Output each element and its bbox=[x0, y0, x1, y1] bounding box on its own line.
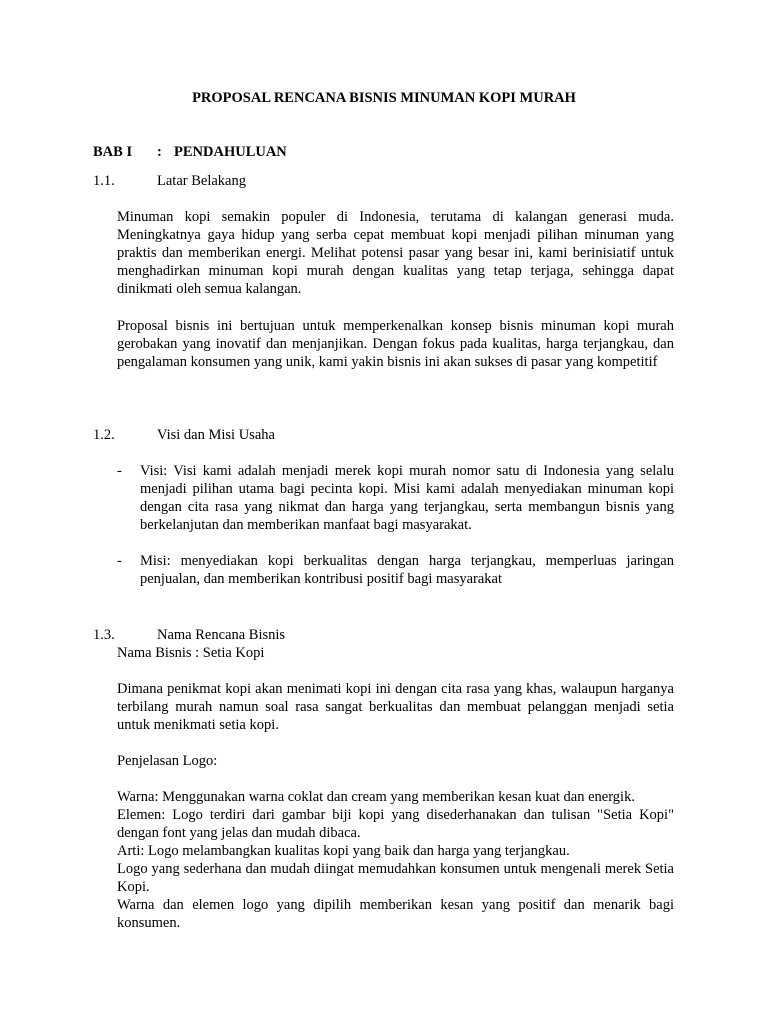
paragraph: Dimana penikmat kopi akan menimati kopi ini dengan cita rasa yang khas, walaupun harganya terbilang murah namun soal rasa sangat berkualitas dan membuat pelanggan menjadi setia untuk menikmati setia kopi. bbox=[117, 681, 674, 733]
logo-line: Arti: Logo melambangkan kualitas kopi yang baik dan harga yang terjangkau. bbox=[117, 843, 570, 859]
section-title: Nama Rencana Bisnis bbox=[157, 627, 286, 643]
chapter-colon: : bbox=[157, 144, 162, 160]
logo-line: Warna: Menggunakan warna coklat dan cream yang memberikan kesan kuat dan energik. bbox=[117, 789, 635, 805]
business-name: Nama Bisnis : Setia Kopi bbox=[117, 645, 265, 661]
section-title: Visi dan Misi Usaha bbox=[157, 427, 275, 443]
chapter-title: PENDAHULUAN bbox=[174, 144, 287, 160]
document-title: PROPOSAL RENCANA BISNIS MINUMAN KOPI MURAH bbox=[192, 90, 576, 106]
chapter-heading bbox=[93, 143, 287, 161]
section-number: 1.3. bbox=[93, 627, 115, 643]
section-number: 1.1. bbox=[93, 173, 115, 189]
bullet-text: Visi: Visi kami adalah menjadi merek kopi murah nomor satu di Indonesia yang selalu menjadi pilihan utama bagi pecinta kopi. Misi kami adalah menyediakan minuman kopi dengan cita rasa yang nikmat dan harga yang terjangkau, serta membangun bisnis yang berkelanjutan dan memberikan manfaat bagi masyarakat. bbox=[140, 463, 674, 533]
paragraph: Proposal bisnis ini bertujuan untuk memperkenalkan konsep bisnis minuman kopi murah gerobakan yang inovatif dan menjanjikan. Dengan fokus pada kualitas, harga terjangkau, dan pengalaman konsumen yang unik, kami yakin bisnis ini akan sukses di pasar yang kompetitif bbox=[117, 318, 674, 370]
bullet-dash: - bbox=[117, 553, 122, 569]
logo-line: Logo yang sederhana dan mudah diingat memudahkan konsumen untuk mengenali merek Setia Kopi. bbox=[117, 861, 674, 895]
list-item bbox=[117, 552, 674, 588]
chapter-number: BAB I bbox=[93, 144, 133, 160]
section-title: Latar Belakang bbox=[157, 173, 246, 189]
list-item bbox=[117, 462, 674, 534]
logo-line: Elemen: Logo terdiri dari gambar biji kopi yang disederhanakan dan tulisan "Setia Kopi" dengan font yang jelas dan mudah dibaca. bbox=[117, 807, 674, 841]
bullet-text: Misi: menyediakan kopi berkualitas dengan harga terjangkau, memperluas jaringan penjualan, dan memberikan kontribusi positif bagi masyarakat bbox=[140, 553, 674, 587]
bullet-dash: - bbox=[117, 463, 122, 479]
logo-line: Warna dan elemen logo yang dipilih memberikan kesan yang positif dan menarik bagi konsumen. bbox=[117, 897, 674, 931]
section-heading-1-2 bbox=[93, 426, 275, 444]
section-heading-1-1 bbox=[93, 172, 246, 190]
section-number: 1.2. bbox=[93, 427, 115, 443]
paragraph: Minuman kopi semakin populer di Indonesia, terutama di kalangan generasi muda. Meningkatnya gaya hidup yang serba cepat membuat kopi menjadi pilihan minuman yang praktis dan memberikan energi. Melihat potensi pasar yang besar ini, kami berinisiatif untuk menghadirkan minuman kopi murah dengan kualitas yang tetap terjaga, sehingga dapat dinikmati oleh semua kalangan. bbox=[117, 209, 674, 297]
logo-explanation bbox=[117, 788, 674, 932]
logo-heading: Penjelasan Logo: bbox=[117, 753, 218, 769]
section-heading-1-3 bbox=[93, 626, 285, 644]
